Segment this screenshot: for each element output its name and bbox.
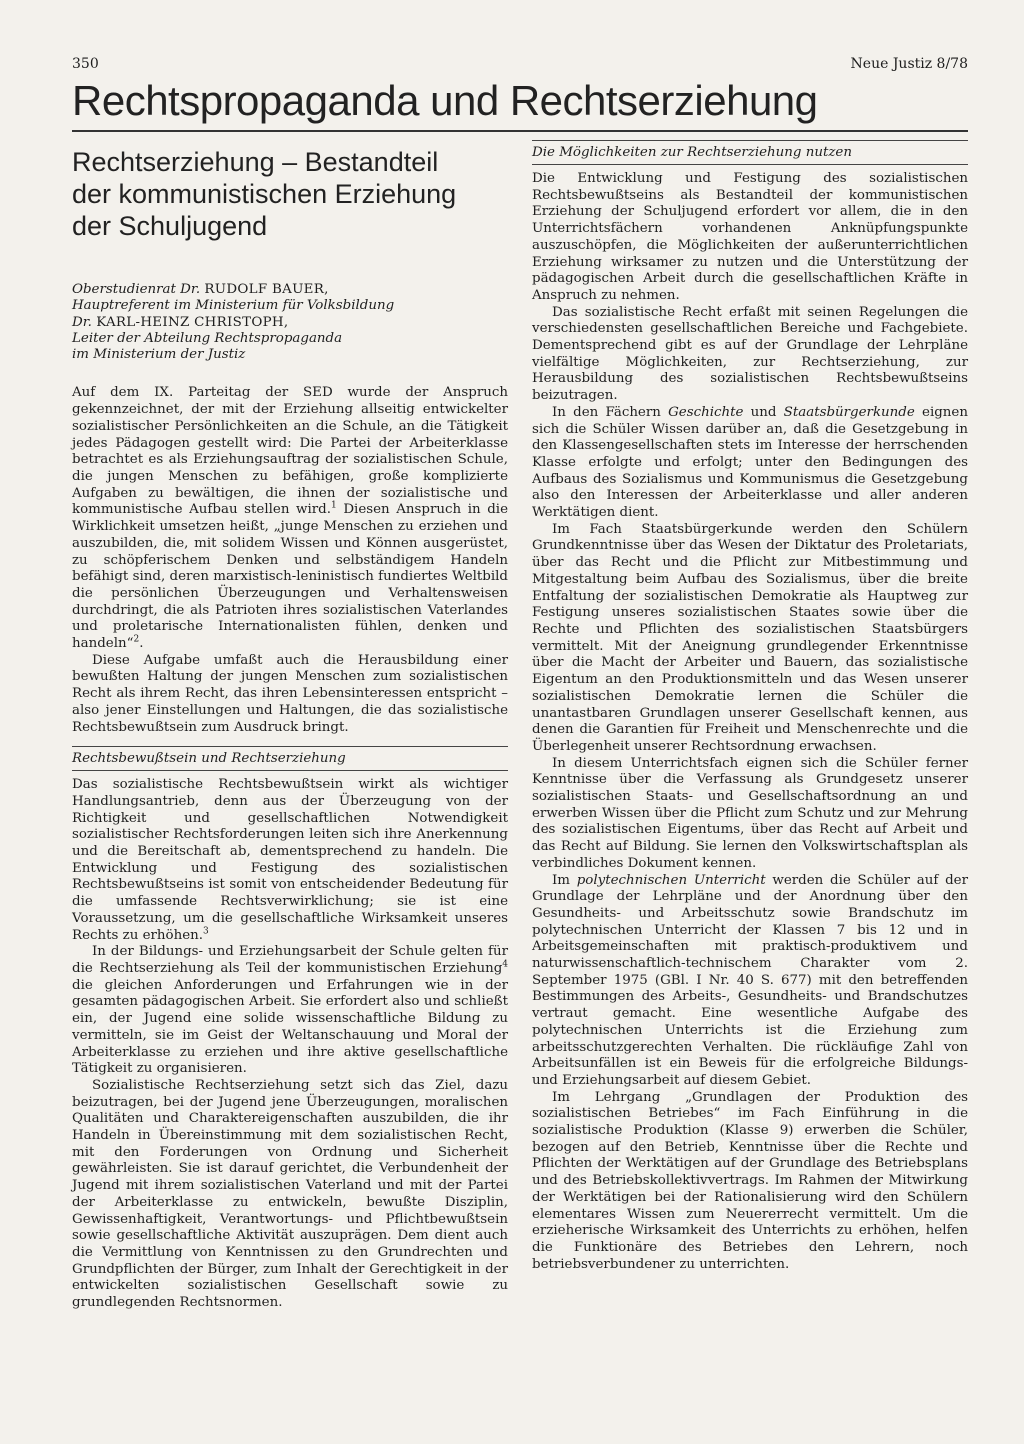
- title-rule: [72, 130, 968, 132]
- journal-issue: Neue Justiz 8/78: [850, 56, 968, 72]
- right-column: [532, 138, 968, 1312]
- footnote-ref: 2: [133, 634, 140, 645]
- author-block: [72, 282, 508, 363]
- paragraph: Im Fach Staatsbürgerkunde werden den Schülern Grundkenntnisse über das Wesen der Diktatur des Proletariats, über das Recht und die Pflicht zur Mitbestimmung und Mitgestaltung beim Aufbau des Sozialismus, über die breite Entfaltung der sozialistischen Demokratie als Hauptweg zur Festigung unseres sozialistischen Staates sowie über die Rechte und Pflichten des sozialistischen Staatsbürgers vermittelt. Mit der Aneignung grundlegender Erkenntnisse über die Macht der Arbeiter und Bauern, das sozialistische Eigentum an den Produktionsmitteln und das Wesen unserer sozialistischen Demokratie lernen die Schüler die unantastbaren Grundlagen unserer Gesellschaft kennen, aus denen die Garantien für Freiheit und Menschenrechte und die Überlegenheit unserer Rechtsordnung erwachsen.: [532, 521, 968, 754]
- paragraph: Sozialistische Rechtserziehung setzt sich das Ziel, dazu beizutragen, bei der Jugend jene Überzeugungen, moralischen Qualitäten und Charaktereigenschaften auszubilden, die ihr Handeln in Übereinstimmung mit dem sozialistischen Recht, mit den Forderungen von Ordnung und Sicherheit gewährleisten. Sie ist darauf gerichtet, die Verbundenheit der Jugend mit ihrem sozialistischen Vaterland und mit der Partei der Arbeiterklasse zu entwickeln, bewußte Disziplin, Gewissenhaftigkeit, Verantwortungs- und Pflichtbewußtsein sowie gesellschaftliche Aktivität auszuprägen. Dem dient auch die Vermittlung von Kenntnissen zu den Grundrechten und Grundpflichten der Bürger, zum Inhalt der Gerechtigkeit in der entwickelten sozialistischen Gesellschaft sowie zu grundlegenden Rechtsnormen.: [72, 1077, 508, 1311]
- article-title-line: der Schuljugend: [72, 211, 268, 241]
- author-1: Oberstudienrat Dr. RUDOLF BAUER,: [72, 282, 329, 297]
- article-title-line: Rechtserziehung – Bestandteil: [72, 147, 439, 177]
- section-heading: Rechtsbewußtsein und Rechtserziehung: [72, 746, 508, 771]
- section-title: Rechtspropaganda und Rechtserziehung: [72, 77, 818, 124]
- paragraph: In diesem Unterrichtsfach eignen sich die Schüler ferner Kenntnisse über die Verfassung als Grundgesetz unserer sozialistischen Staats- und Gesellschaftsordnung an und erwerben Wissen über die Pflicht zum Schutz und zur Mehrung des sozialistischen Eigentums, über das Recht auf Arbeit und das Recht auf Bildung. Sie lernen den Volkswirtschaftsplan als verbindliches Dokument kennen.: [532, 755, 968, 871]
- author-2-role: Leiter der Abteilung Rechtspropaganda: [72, 330, 343, 346]
- paragraph: Diese Aufgabe umfaßt auch die Herausbildung einer bewußten Haltung der jungen Menschen zum sozialistischen Recht als ihrem Recht, das ihren Lebensinteressen entspricht – also jener Einstellungen und Haltungen, die das sozialistische Rechtsbewußtsein zum Ausdruck bringt.: [72, 652, 508, 735]
- paragraph: Das sozialistische Recht erfaßt mit seinen Regelungen die verschiedensten gesellschaftlichen Bereiche und Fachgebiete. Dementsprechend gibt es auf der Grundlage der Lehrpläne vielfältige Möglichkeiten, zur Rechtserziehung, zur Herausbildung des sozialistischen Rechtsbewußtseins beizutragen.: [532, 304, 968, 404]
- footnote-ref: 1: [331, 500, 337, 511]
- article-columns: [72, 138, 968, 1312]
- author-2: Dr. KARL-HEINZ CHRISTOPH,: [72, 314, 289, 330]
- article-title: [72, 146, 508, 242]
- paragraph: Die Entwicklung und Festigung des sozialistischen Rechtsbewußtseins als Bestandteil der kommunistischen Erziehung der Schuljugend erfordert vor allem, die in den Unterrichtsfächern vorhandenen Anknüpfungspunkte auszuschöpfen, die Möglichkeiten der außerunterrichtlichen Erziehung wirksamer zu nutzen und die Unterstützung der pädagogischen Arbeit durch die gesellschaftlichen Kräfte in Anspruch zu nehmen.: [532, 171, 968, 303]
- intro: [72, 385, 508, 736]
- paragraph: In den Fächern Geschichte und Staatsbürgerkunde eignen sich die Schüler Wissen darüber an, daß die Gesetzgebung in den Klassengesellschaften stets im Interesse der herrschenden Klasse erfolgte und erfolgt; unter den Bedingungen des Aufbaus des Sozialismus und Kommunismus die Gesetzgebung also den Interessen der Arbeiterklasse und aller anderen Werktätigen dient.: [532, 404, 968, 521]
- article-title-line: der kommunistischen Erziehung: [72, 179, 457, 209]
- footnote-ref: 3: [203, 926, 209, 937]
- section-heading: Die Möglichkeiten zur Rechtserziehung nutzen: [532, 140, 968, 165]
- paragraph: In der Bildungs- und Erziehungsarbeit der Schule gelten für die Rechtserziehung als Teil der kommunistischen Erziehung$^4$ die gleichen Anforderungen und Erfahrungen wie in der gesamten pädagogischen Arbeit. Sie erfordert also und schließt ein, der Jugend eine solide wissenschaftliche Bildung zu vermitteln, sie im Geist der Weltanschauung und Moral der Arbeiterklasse zu erziehen und ihre aktive gesellschaftliche Tätigkeit zu organisieren.: [72, 944, 508, 1077]
- running-head: [72, 56, 968, 74]
- paragraph: Das sozialistische Rechtsbewußtsein wirkt als wichtiger Handlungsantrieb, denn aus der Überzeugung von der Richtigkeit und gesellschaftlichen Notwendigkeit sozialistischer Rechtsforderungen leiten sich ihre Anerkennung und die Bereitschaft ab, dementsprechend zu handeln. Die Entwicklung und Festigung des sozialistischen Rechtsbewußtseins ist somit von entscheidender Bedeutung für die umfassende Rechtsverwirklichung; sie ist eine Voraussetzung, um die gesellschaftliche Wirksamkeit unseres Rechts zu erhöhen.$^3$: [72, 777, 508, 943]
- footnote-ref: 4: [502, 959, 508, 970]
- author-2-role: im Ministerium der Justiz: [72, 347, 246, 363]
- paragraph: Im Lehrgang „Grundlagen der Produktion des sozialistischen Betriebes“ im Fach Einführung in die sozialistische Produktion (Klasse 9) erwerben die Schüler, bezogen auf den Betrieb, Kenntnisse über die Rechte und Pflichten der Werktätigen auf der Grundlage des Betriebsplans und des Betriebskollektivvertrags. Im Rahmen der Mitwirkung der Werktätigen bei der Rationalisierung wird den Schülern elementares Wissen zum Neuererrecht vermittelt. Um die erzieherische Wirksamkeit des Unterrichts zu erhöhen, helfen die Funktionäre des Betriebes den Lehrern, noch betriebsverbundener zu unterrichten.: [532, 1089, 968, 1272]
- author-1-role: Hauptreferent im Ministerium für Volksbildung: [72, 298, 395, 314]
- page-number: 350: [72, 56, 99, 72]
- left-column: [72, 138, 508, 1312]
- paragraph: Auf dem IX. Parteitag der SED wurde der Anspruch gekennzeichnet, der mit der Erziehung allseitig entwickelter sozialistischer Persönlichkeiten an die Schule, an die Tätigkeit jedes Pädagogen gestellt wird: Die Partei der Arbeiterklasse betrachtet es als Erziehungsauftrag der sozialistischen Schule, die jungen Menschen zu befähigen, große komplizierte Aufgaben zu bewältigen, die ihnen der sozialistische und kommunistische Aufbau stellen wird.$^1$ Diesen Anspruch in die Wirklichkeit umsetzen heißt, „junge Menschen zu erziehen und auszubilden, die, mit solidem Wissen und Können ausgerüstet, zu schöpferischem Denken und selbständigem Handeln befähigt sind, deren marxistisch-leninistisch fundiertes Weltbild die persönlichen Überzeugungen und Verhaltensweisen durchdringt, die als Patrioten ihres sozialistischen Vaterlandes und proletarische Internationalisten fühlen, denken und handeln“$^2$.: [72, 385, 508, 652]
- paragraph: Im polytechnischen Unterricht werden die Schüler auf der Grundlage der Lehrpläne und der Anordnung über den Gesundheits- und Arbeitsschutz sowie Brandschutz im polytechnischen Unterricht der Klassen 7 bis 12 und in Arbeitsgemeinschaften mit praktisch-produktivem und naturwissenschaftlich-technischem Charakter vom 2. September 1975 (GBl. I Nr. 40 S. 677) mit den betreffenden Bestimmungen des Arbeits-, Gesundheits- und Brandschutzes vertraut gemacht. Eine wesentliche Aufgabe des polytechnischen Unterrichts ist die Erziehung zum arbeitsschutzgerechten Verhalten. Die rückläufige Zahl von Arbeitsunfällen ist ein Beweis für die erfolgreiche Bildungs- und Erziehungsarbeit auf diesem Gebiet.: [532, 872, 968, 1088]
- page: [72, 56, 968, 1312]
